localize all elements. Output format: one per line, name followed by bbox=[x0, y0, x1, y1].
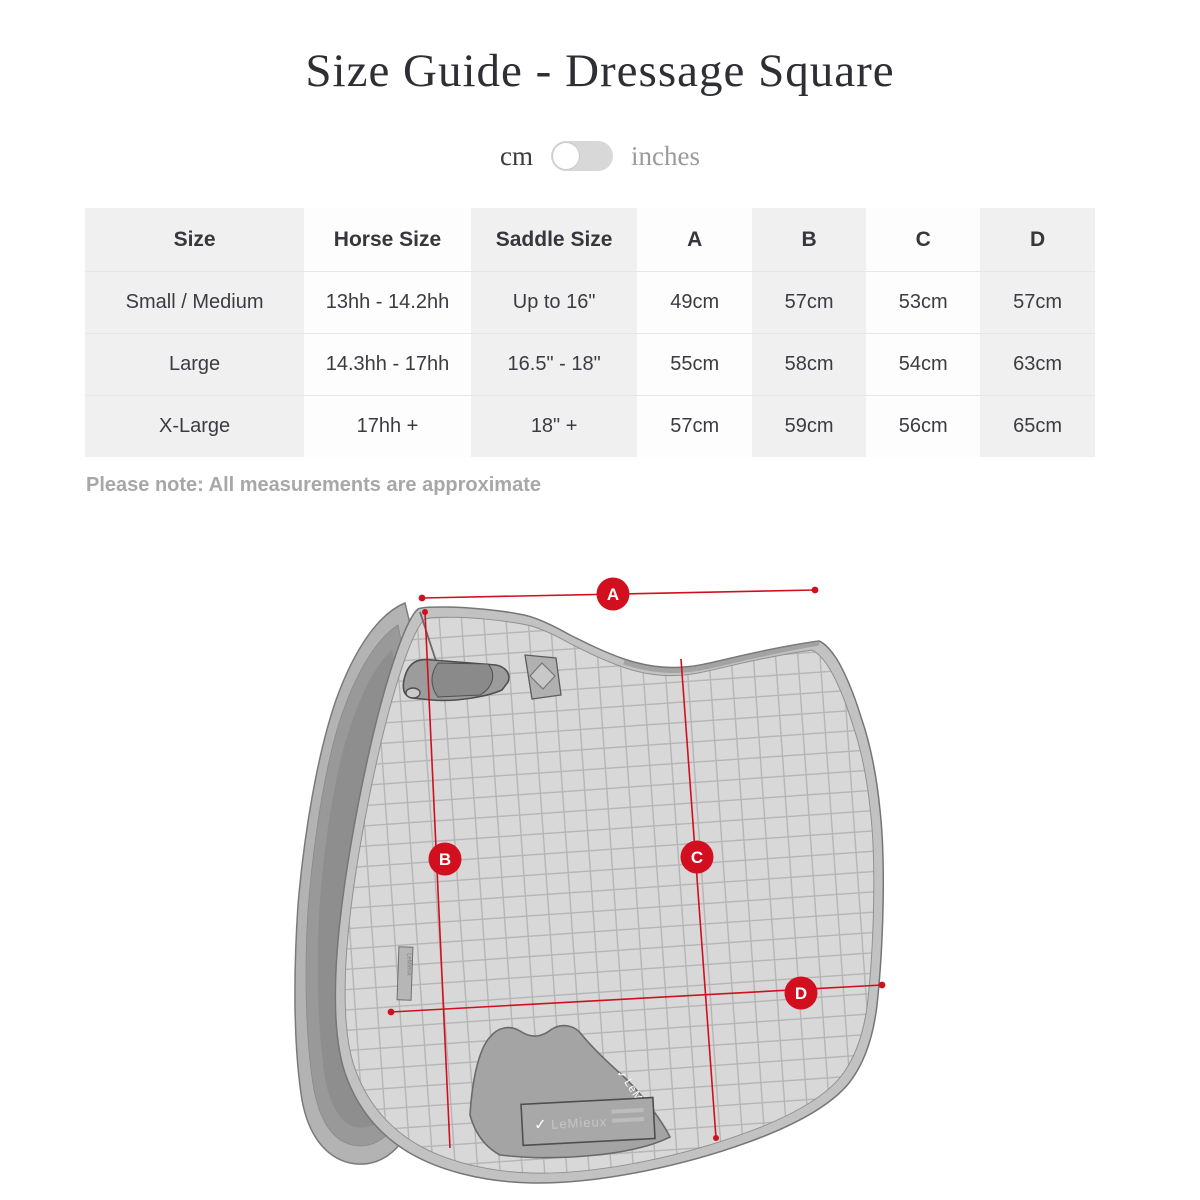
cell-size: X-Large bbox=[85, 396, 304, 457]
table-row bbox=[85, 271, 1095, 333]
cell-horse-size: 17hh + bbox=[304, 396, 471, 457]
unit-label-inches[interactable]: inches bbox=[631, 140, 700, 171]
cell-b: 58cm bbox=[752, 334, 866, 395]
tag-brand-text: LeMieux bbox=[405, 953, 412, 976]
cell-c: 54cm bbox=[866, 334, 980, 395]
measure-label-c: C bbox=[690, 848, 704, 867]
cell-c: 56cm bbox=[866, 396, 980, 457]
measure-label-a: A bbox=[606, 585, 620, 604]
unit-toggle-row bbox=[0, 136, 1200, 176]
measure-line-a bbox=[419, 578, 819, 611]
cell-saddle-size: Up to 16" bbox=[471, 272, 638, 333]
patch-check-mark: ✓ bbox=[613, 1068, 630, 1084]
col-header-saddle-size: Saddle Size bbox=[471, 208, 638, 271]
cell-b: 57cm bbox=[752, 272, 866, 333]
table-header-row bbox=[85, 208, 1095, 271]
table-row bbox=[85, 395, 1095, 457]
label-check-mark: ✓ bbox=[533, 1115, 548, 1134]
binding-tag bbox=[397, 947, 413, 1000]
unit-toggle-knob[interactable] bbox=[553, 143, 579, 169]
saddle-pad-diagram bbox=[270, 555, 930, 1200]
d-ring-tab bbox=[525, 655, 561, 699]
cell-d: 57cm bbox=[980, 272, 1095, 333]
col-header-b: B bbox=[752, 208, 866, 271]
cell-d: 63cm bbox=[980, 334, 1095, 395]
cell-a: 55cm bbox=[637, 334, 752, 395]
page-title: Size Guide - Dressage Square bbox=[305, 45, 895, 97]
cell-d: 65cm bbox=[980, 396, 1095, 457]
size-guide-table bbox=[85, 208, 1095, 457]
cell-b: 59cm bbox=[752, 396, 866, 457]
unit-label-cm[interactable]: cm bbox=[500, 140, 533, 171]
brand-label bbox=[521, 1098, 655, 1146]
measure-label-b: B bbox=[438, 850, 452, 869]
measure-label-d: D bbox=[794, 984, 808, 1003]
cell-a: 49cm bbox=[637, 272, 752, 333]
cell-saddle-size: 18" + bbox=[471, 396, 638, 457]
cell-c: 53cm bbox=[866, 272, 980, 333]
col-header-a: A bbox=[637, 208, 752, 271]
unit-toggle-switch[interactable] bbox=[551, 141, 613, 171]
table-row bbox=[85, 333, 1095, 395]
label-brand-text: LeMieux bbox=[550, 1113, 608, 1132]
cell-horse-size: 14.3hh - 17hh bbox=[304, 334, 471, 395]
col-header-d: D bbox=[980, 208, 1095, 271]
col-header-horse-size: Horse Size bbox=[304, 208, 471, 271]
cell-horse-size: 13hh - 14.2hh bbox=[304, 272, 471, 333]
measurements-note: Please note: All measurements are approximate bbox=[86, 474, 541, 496]
cell-saddle-size: 16.5" - 18" bbox=[471, 334, 638, 395]
cell-size: Large bbox=[85, 334, 304, 395]
col-header-size: Size bbox=[85, 208, 304, 271]
cell-a: 57cm bbox=[637, 396, 752, 457]
col-header-c: C bbox=[866, 208, 980, 271]
cell-size: Small / Medium bbox=[85, 272, 304, 333]
